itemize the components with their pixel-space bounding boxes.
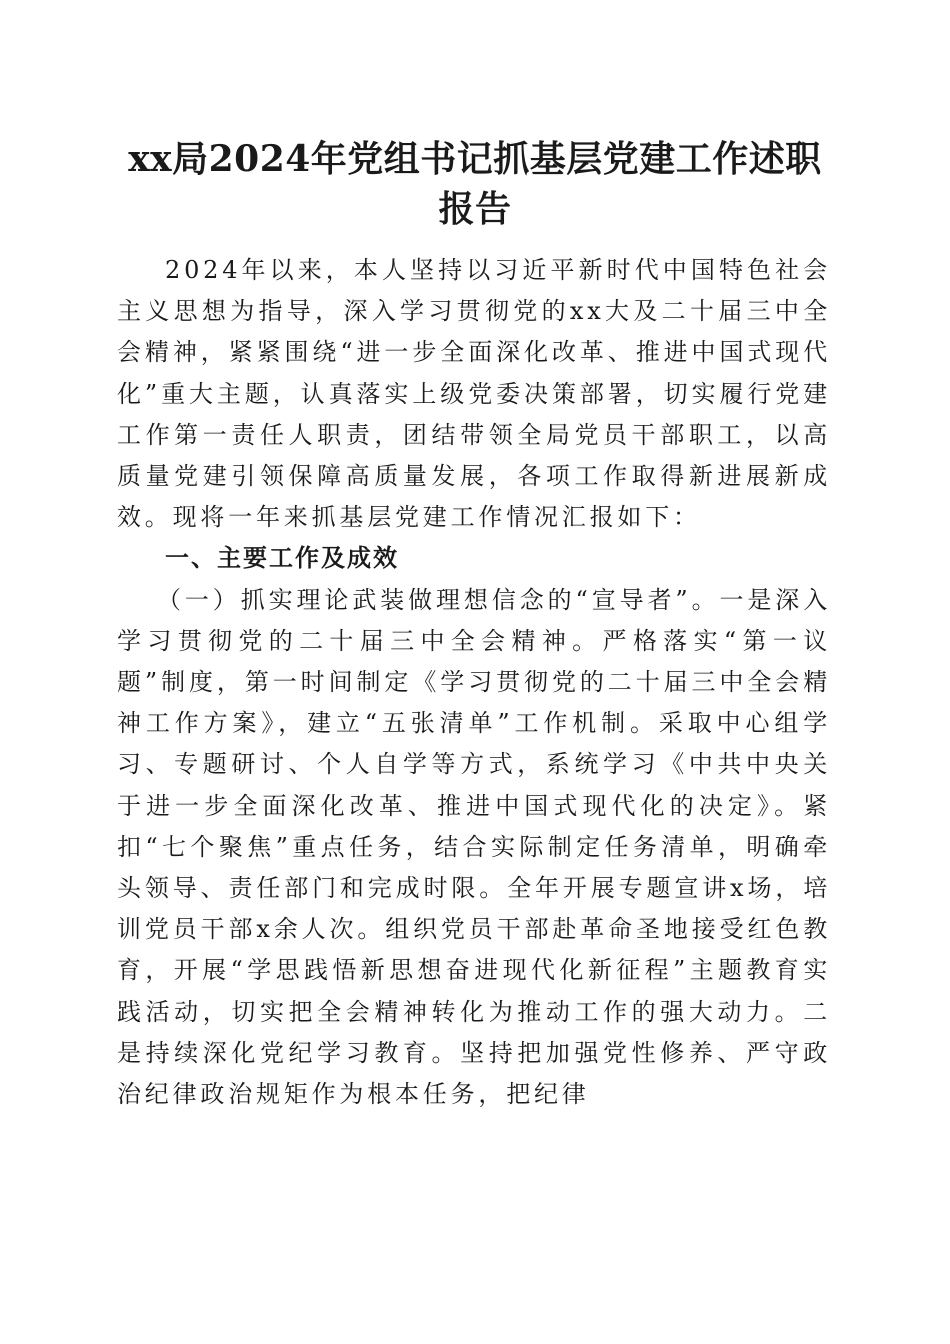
section-heading: 一、主要工作及成效 [165, 544, 399, 573]
intro-paragraph: 2024年以来，本人坚持以习近平新时代中国特色社会主义思想为指导，深入学习贯彻党的xx大及二十届三中全会精神，紧紧围绕“进一步全面深化改革、推进中国式现代化”重大主题，认真落实上级党委决策部署，切实履行党建工作第一责任人职责，团结带领全局党员干部职工，以高质量党建引领保障高质量发展，各项工作取得新进展新成效。现将一年来抓基层党建工作情况汇报如下： [117, 256, 831, 532]
document-title: xx局2024年党组书记抓基层党建工作述职报告 [128, 138, 822, 230]
section-paragraph: （一）抓实理论武装做理想信念的“宣导者”。一是深入学习贯彻党的二十届三中全会精神。严格落实“第一议题”制度，第一时间制定《学习贯彻党的二十届三中全会精神工作方案》，建立“五张清单”工作机制。采取中心组学习、专题研讨、个人自学等方式，系统学习《中共中央关于进一步全面深化改革、推进中国式现代化的决定》。紧扣“七个聚焦”重点任务，结合实际制定任务清单，明确牵头领导、责任部门和完成时限。全年开展专题宣讲x场，培训党员干部x余人次。组织党员干部赴革命圣地接受红色教育，开展“学思践悟新思想奋进现代化新征程”主题教育实践活动，切实把全会精神转化为推动工作的强大动力。二是持续深化党纪学习教育。坚持把加强党性修养、严守政治纪律政治规矩作为根本任务，把纪律 [117, 585, 831, 1109]
document-body [117, 250, 831, 1115]
